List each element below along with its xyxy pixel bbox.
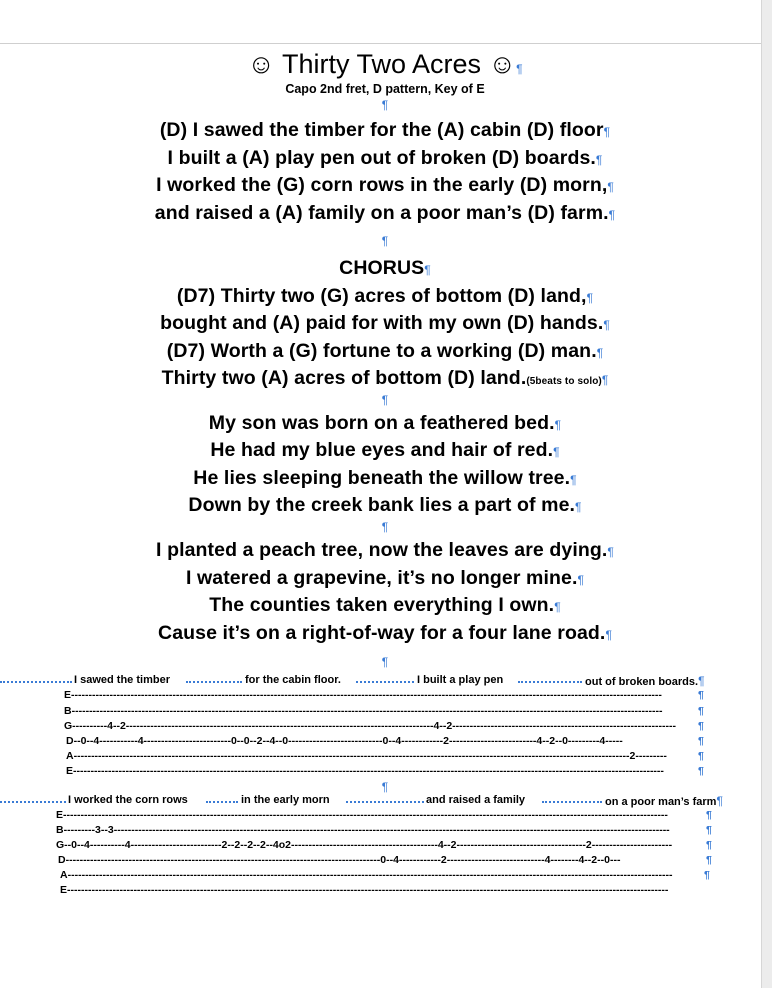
chorus-heading: CHORUS¶ [339, 257, 431, 279]
page-top-border [0, 43, 762, 44]
tab-string-line: E------------------------------------------------------------------------------------------------------------------------------------------------------------------------- [66, 765, 664, 777]
lyric-line: The counties taken everything I own.¶ [209, 594, 561, 616]
pilcrow-mark: ¶ [698, 735, 704, 747]
pilcrow-mark: ¶ [706, 839, 712, 851]
tab-leader [542, 801, 602, 803]
tab-leader [346, 801, 424, 803]
chorus-line: (D7) Worth a (G) fortune to a working (D) man.¶ [166, 340, 604, 362]
lyric-line: He lies sleeping beneath the willow tree.¶ [193, 467, 577, 489]
song-title: ☺ Thirty Two Acres ☺¶ [247, 49, 523, 79]
tab-leader [356, 681, 414, 683]
tab-string-line: D------------------------------------------------------------------------------------------0--4------------2----------------------------4--------4--2--0--- [58, 854, 621, 866]
pilcrow-mark: ¶ [706, 824, 712, 836]
lyric-line: I watered a grapevine, it’s no longer mine.¶ [185, 567, 585, 589]
lyric-line: I worked the (G) corn rows in the early (D) morn,¶ [156, 174, 614, 196]
empty-paragraph: ¶ [381, 780, 389, 794]
tab-string-line: E------------------------------------------------------------------------------------------------------------------------------------------------------------------------- [64, 689, 662, 701]
chorus-note: (5beats to solo) [526, 376, 602, 387]
tab-caption: out of broken boards.¶ [585, 674, 705, 688]
lyric-line: I built a (A) play pen out of broken (D) boards.¶ [167, 147, 603, 169]
tab-string-line: B------------------------------------------------------------------------------------------------------------------------------------------------------------------------- [64, 705, 663, 717]
empty-paragraph: ¶ [381, 393, 389, 407]
pilcrow-mark: ¶ [698, 720, 704, 732]
lyric-line: I planted a peach tree, now the leaves are dying.¶ [156, 539, 614, 561]
tab-caption: I sawed the timber [74, 674, 170, 686]
tab-caption: I built a play pen [417, 674, 504, 686]
tab-string-line: E----------------------------------------------------------------------------------------------------------------------------------------------------------------------------- [56, 809, 668, 821]
tab-leader [0, 681, 72, 683]
lyric-line: My son was born on a feathered bed.¶ [208, 412, 562, 434]
pilcrow-mark: ¶ [698, 750, 704, 762]
tab-leader [0, 801, 66, 803]
tab-caption: in the early morn [241, 794, 330, 806]
tab-string-line: A----------------------------------------------------------------------------------------------------------------------------------------------------------------------------- [60, 869, 673, 881]
pilcrow-mark: ¶ [706, 809, 712, 821]
pilcrow-mark: ¶ [698, 765, 704, 777]
lyric-line: Down by the creek bank lies a part of me.¶ [188, 494, 582, 516]
chorus-line: Thirty two (A) acres of bottom (D) land.(5beats to solo)¶ [161, 367, 609, 389]
pilcrow-mark: ¶ [704, 869, 710, 881]
capo-info: Capo 2nd fret, D pattern, Key of E [285, 82, 485, 96]
lyric-line: (D) I sawed the timber for the (A) cabin (D) floor¶ [159, 119, 611, 141]
tab-leader [186, 681, 242, 683]
tab-leader [518, 681, 582, 683]
tab-caption: for the cabin floor. [245, 674, 341, 686]
lyric-line: Cause it’s on a right-of-way for a four lane road.¶ [158, 622, 612, 644]
pilcrow-mark: ¶ [698, 705, 704, 717]
tab-string-line: A---------------------------------------------------------------------------------------------------------------------------------------------------------------2--------- [66, 750, 667, 762]
vertical-scrollbar[interactable] [761, 0, 772, 988]
tab-string-line: G----------4--2----------------------------------------------------------------------------------------4--2---------------------------------------------------------------- [64, 720, 676, 732]
tab-caption: I worked the corn rows [68, 794, 188, 806]
chorus-line: (D7) Thirty two (G) acres of bottom (D) land,¶ [176, 285, 594, 307]
empty-paragraph: ¶ [381, 655, 389, 669]
tab-string-line: E---------------------------------------------------------------------------------------------------------------------------------------------------------------------------- [60, 884, 669, 896]
empty-paragraph: ¶ [381, 234, 389, 248]
empty-paragraph: ¶ [381, 98, 389, 112]
tab-string-line: B---------3--3--------------------------------------------------------------------------------------------------------------------------------------------------------------- [56, 824, 670, 836]
pilcrow-mark: ¶ [698, 689, 704, 701]
empty-paragraph: ¶ [381, 520, 389, 534]
chorus-line: bought and (A) paid for with my own (D) hands.¶ [160, 312, 610, 334]
tab-caption: and raised a family [426, 794, 526, 806]
tab-string-line: G--0--4----------4--------------------------2--2--2--2--4o2------------------------------------------4--2-------------------------------------2----------------------- [56, 839, 673, 851]
lyric-line: He had my blue eyes and hair of red.¶ [210, 439, 560, 461]
pilcrow-mark: ¶ [706, 854, 712, 866]
lyric-line: and raised a (A) family on a poor man’s (D) farm.¶ [154, 202, 616, 224]
tab-string-line: D--0--4-----------4-------------------------0--0--2--4--0---------------------------0--4------------2-------------------------4--2--0---------4----- [66, 735, 623, 747]
tab-leader [206, 801, 238, 803]
tab-caption: on a poor man’s farm¶ [605, 794, 723, 808]
